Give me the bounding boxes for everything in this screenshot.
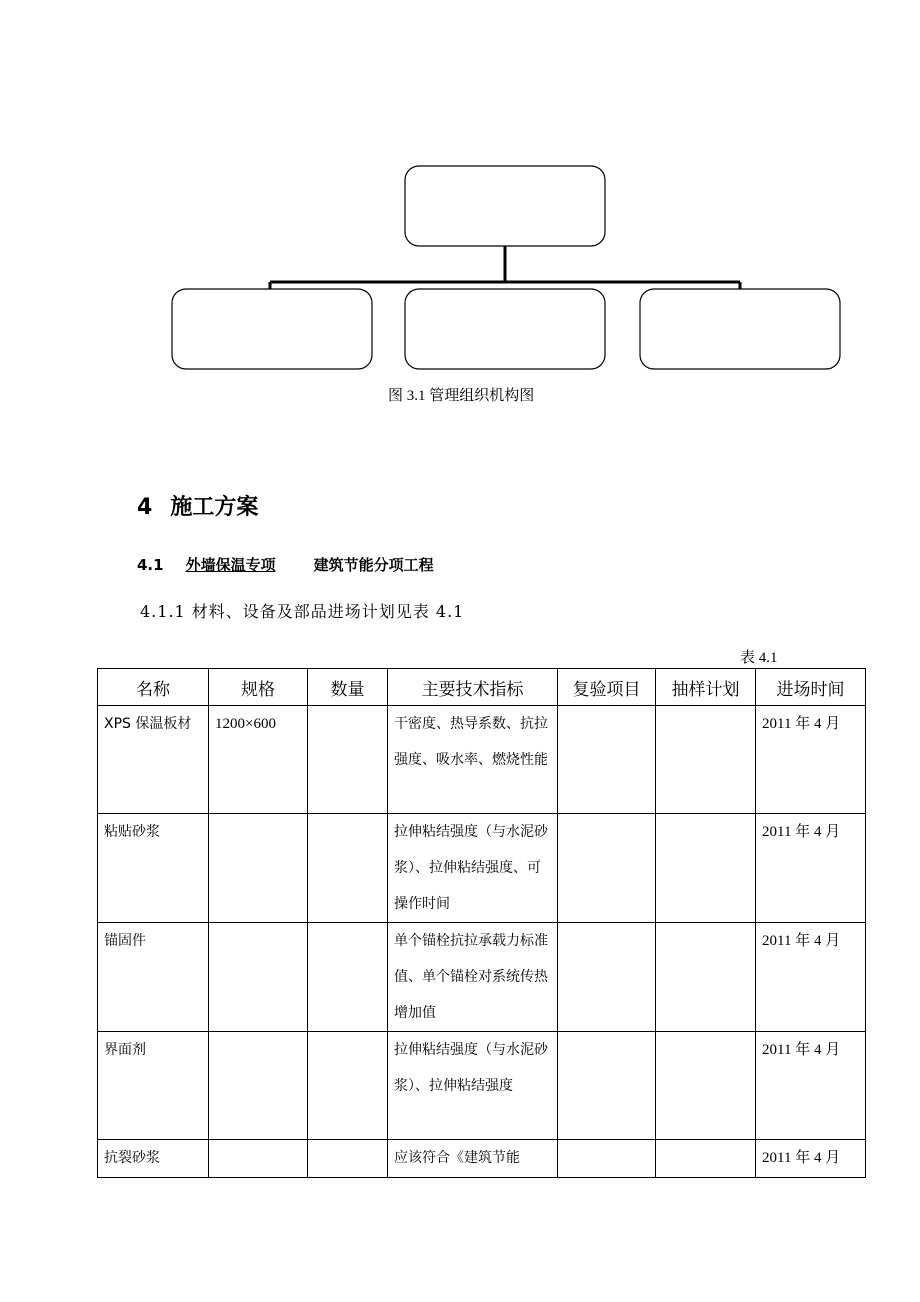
table-row: [98, 1032, 866, 1140]
cell-indicator: 应该符合《建筑节能: [388, 1140, 558, 1178]
cell-sampling: [656, 814, 756, 923]
cell-date: 2011 年 4 月: [756, 1140, 866, 1178]
cell-qty: [308, 923, 388, 1032]
section-heading: [137, 490, 258, 521]
cell-sampling: [656, 1032, 756, 1140]
cell-sampling: [656, 706, 756, 814]
cell-qty: [308, 1032, 388, 1140]
cell-date: 2011 年 4 月: [756, 706, 866, 814]
header-name: 名称: [98, 669, 209, 706]
cell-retest: [558, 1140, 656, 1178]
cell-qty: [308, 1140, 388, 1178]
cell-spec: [209, 814, 308, 923]
section-number: 4: [137, 495, 153, 520]
cell-date: 2011 年 4 月: [756, 814, 866, 923]
table-row: [98, 923, 866, 1032]
cell-indicator: 干密度、热导系数、抗拉强度、吸水率、燃烧性能: [388, 706, 558, 814]
cell-spec: 1200×600: [209, 706, 308, 814]
table-label: 表 4.1: [740, 650, 778, 666]
subsection-title: 建筑节能分项工程: [313, 556, 434, 574]
cell-qty: [308, 706, 388, 814]
org-chart-diagram: [0, 0, 920, 420]
cell-spec: [209, 923, 308, 1032]
cell-retest: [558, 706, 656, 814]
cell-name: 锚固件: [98, 923, 209, 1032]
cell-spec: [209, 1140, 308, 1178]
cell-indicator: 拉伸粘结强度（与水泥砂浆）、拉伸粘结强度: [388, 1032, 558, 1140]
cell-date: 2011 年 4 月: [756, 1032, 866, 1140]
cell-retest: [558, 814, 656, 923]
cell-name: XPS 保温板材: [98, 706, 209, 814]
cell-retest: [558, 1032, 656, 1140]
cell-name: 抗裂砂浆: [98, 1140, 209, 1178]
cell-qty: [308, 814, 388, 923]
cell-spec: [209, 1032, 308, 1140]
table-row: [98, 814, 866, 923]
header-spec: 规格: [209, 669, 308, 706]
table-row: [98, 1140, 866, 1178]
org-box-right: [640, 289, 840, 369]
org-box-top: [405, 166, 605, 246]
subsection-number: 4.1: [137, 556, 164, 574]
cell-sampling: [656, 923, 756, 1032]
cell-indicator: 单个锚栓抗拉承载力标准值、单个锚栓对系统传热增加值: [388, 923, 558, 1032]
cell-name: 粘贴砂浆: [98, 814, 209, 923]
section-title: 施工方案: [170, 495, 259, 520]
materials-table: [97, 668, 866, 1178]
table-header-row: [98, 669, 866, 706]
org-box-middle: [405, 289, 605, 369]
figure-caption: 图 3.1 管理组织机构图: [388, 388, 535, 404]
cell-indicator: 拉伸粘结强度（与水泥砂浆）、拉伸粘结强度、可操作时间: [388, 814, 558, 923]
org-box-left: [172, 289, 372, 369]
plan-paragraph: 4.1.1 材料、设备及部品进场计划见表 4.1: [140, 602, 465, 621]
subsection-heading: [137, 554, 434, 575]
cell-sampling: [656, 1140, 756, 1178]
header-sampling: 抽样计划: [656, 669, 756, 706]
header-qty: 数量: [308, 669, 388, 706]
cell-date: 2011 年 4 月: [756, 923, 866, 1032]
subsection-underlined: 外墙保温专项: [185, 556, 276, 574]
cell-retest: [558, 923, 656, 1032]
header-retest: 复验项目: [558, 669, 656, 706]
cell-name: 界面剂: [98, 1032, 209, 1140]
table-row: [98, 706, 866, 814]
header-date: 进场时间: [756, 669, 866, 706]
org-chart: [0, 0, 920, 420]
header-indicator: 主要技术指标: [388, 669, 558, 706]
